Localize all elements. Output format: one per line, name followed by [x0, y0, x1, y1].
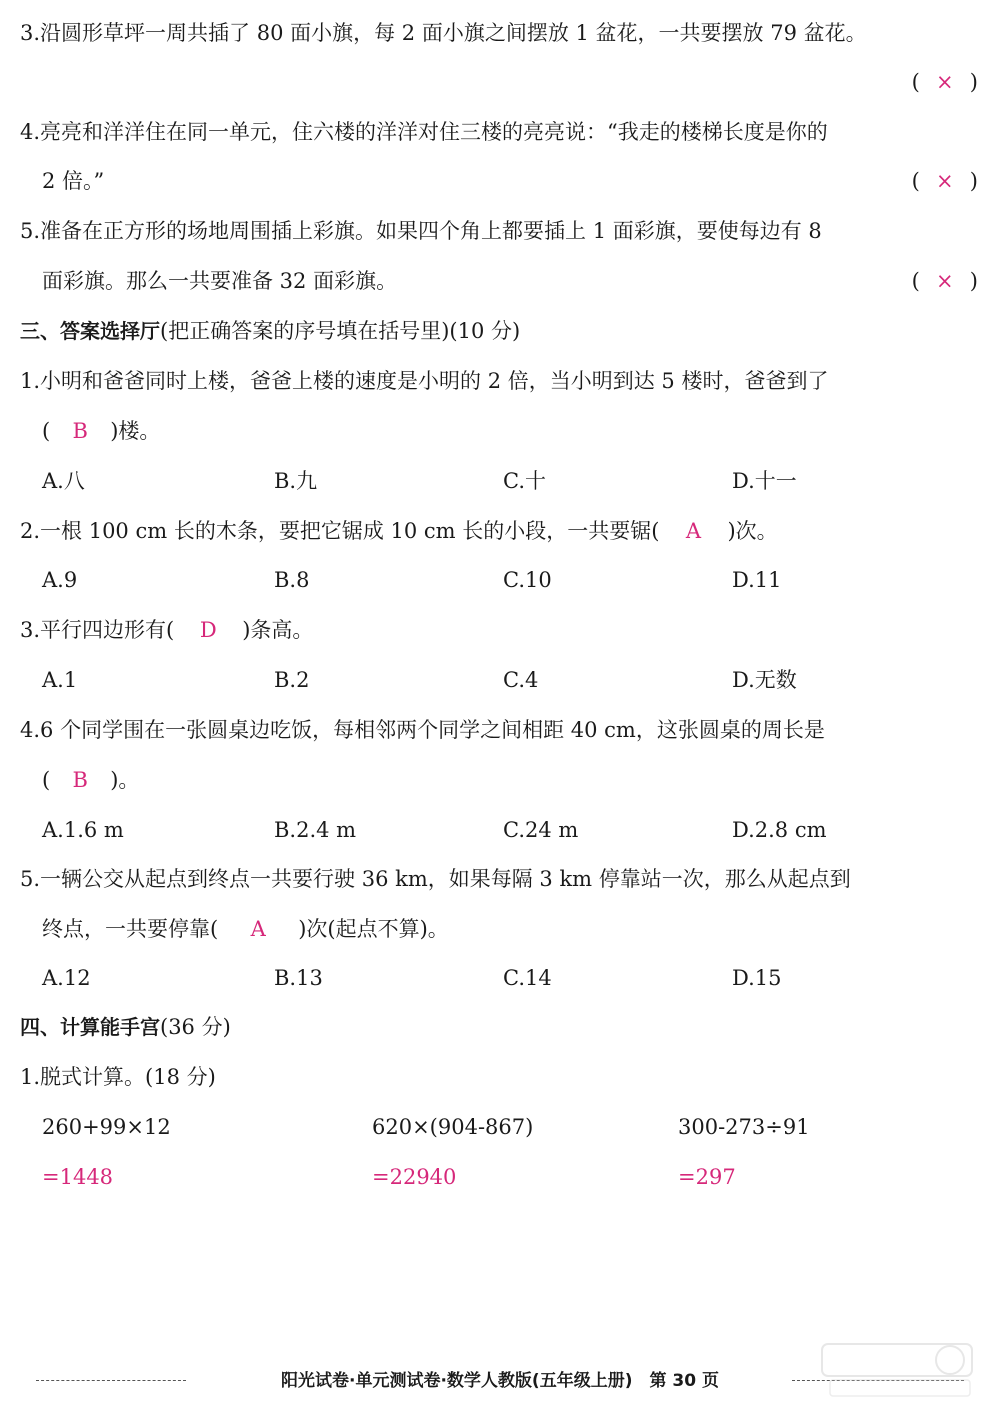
s3-q3-option-b: B.2: [274, 668, 310, 692]
s3-q3-answer: D: [199, 618, 217, 642]
section4-title: 四、计算能手宫: [20, 1015, 160, 1039]
s3-q2-answer: A: [685, 519, 702, 543]
s3-q1-option-c: C.十: [503, 469, 546, 493]
section3-note: (把正确答案的序号填在括号里)(10 分): [160, 319, 521, 343]
judge-q4-line1: 4.亮亮和洋洋住在同一单元，住六楼的洋洋对住三楼的亮亮说：“我走的楼梯长度是你的: [20, 120, 828, 144]
s3-q4-option-b: B.2.4 m: [274, 818, 357, 842]
s3-q1-answer: B: [72, 419, 88, 443]
s3-q2-line1: 2.一根 100 cm 长的木条，要把它锯成 10 cm 长的小段，一共要锯( A )次。: [20, 516, 778, 546]
section4-note: (36 分): [160, 1015, 231, 1039]
s3-q4-option-d: D.2.8 cm: [732, 818, 827, 842]
judge-q5-line1: 5.准备在正方形的场地周围插上彩旗。如果四个角上都要插上 1 面彩旗，要使每边有 8: [20, 219, 822, 243]
judge-q5-line2: 面彩旗。那么一共要准备 32 面彩旗。: [42, 269, 398, 293]
s3-q4-line2: ( B )。: [42, 765, 139, 795]
s3-q4-option-a: A.1.6 m: [42, 818, 124, 842]
s3-q1-line1: 1.小明和爸爸同时上楼，爸爸上楼的速度是小明的 2 倍，当小明到达 5 楼时，爸爸到了: [20, 369, 829, 393]
s4-q1-title: 1.脱式计算。(18 分): [20, 1065, 216, 1089]
judge-q4-mark: ×: [935, 169, 954, 193]
judge-q5-mark: ×: [935, 269, 954, 293]
s3-q1-option-b: B.九: [274, 469, 318, 493]
calc-expr-3: 300-273÷91: [678, 1115, 810, 1139]
s3-q3-option-a: A.1: [42, 668, 78, 692]
s3-q1-option-a: A.八: [42, 469, 85, 493]
s3-q3-line1: 3.平行四边形有( D )条高。: [20, 615, 313, 645]
calc-answer-3: =297: [678, 1165, 736, 1189]
s3-q1-line2: ( B )楼。: [42, 416, 160, 446]
s3-q4-answer: B: [72, 768, 88, 792]
judge-q5-answer-paren: ( × ): [912, 266, 978, 296]
s3-q2-option-a: A.9: [42, 568, 78, 592]
s3-q5-line1: 5.一辆公交从起点到终点一共要行驶 36 km，如果每隔 3 km 停靠站一次，那么从起点到: [20, 867, 851, 891]
section3-title: 三、答案选择厅: [20, 319, 160, 343]
s3-q5-option-c: C.14: [503, 966, 552, 990]
s3-q5-line2: 终点，一共要停靠( A )次(起点不算)。: [42, 914, 449, 944]
s3-q5-option-a: A.12: [42, 966, 91, 990]
judge-q3-answer-paren: ( × ): [912, 67, 978, 97]
s3-q3-option-d: D.无数: [732, 668, 797, 692]
s3-q1-option-d: D.十一: [732, 469, 797, 493]
s3-q2-option-b: B.8: [274, 568, 310, 592]
s3-q2-option-c: C.10: [503, 568, 552, 592]
section4-header: [20, 1012, 231, 1042]
s3-q4-option-c: C.24 m: [503, 818, 579, 842]
calc-expr-1: 260+99×12: [42, 1115, 171, 1139]
s3-q2-option-d: D.11: [732, 568, 782, 592]
s3-q5-option-b: B.13: [274, 966, 323, 990]
s3-q5-answer: A: [250, 917, 266, 941]
calc-answer-1: =1448: [42, 1165, 114, 1189]
calc-answer-2: =22940: [372, 1165, 457, 1189]
judge-q3-line1: 3.沿圆形草坪一周共插了 80 面小旗，每 2 面小旗之间摆放 1 盆花，一共要摆放 79 盆花。: [20, 21, 867, 45]
s3-q4-line1: 4.6 个同学围在一张圆桌边吃饭，每相邻两个同学之间相距 40 cm，这张圆桌的周长是: [20, 718, 825, 742]
watermark-logo: [820, 1340, 980, 1400]
footer-text: 阳光试卷·单元测试卷·数学人教版(五年级上册) 第 30 页: [281, 1371, 719, 1391]
s3-q5-option-d: D.15: [732, 966, 782, 990]
s3-q3-option-c: C.4: [503, 668, 539, 692]
judge-q3-mark: ×: [935, 70, 954, 94]
calc-expr-2: 620×(904-867): [372, 1115, 534, 1139]
judge-q4-answer-paren: ( × ): [912, 166, 978, 196]
judge-q4-line2: 2 倍。”: [42, 169, 105, 193]
section3-header: [20, 316, 520, 346]
